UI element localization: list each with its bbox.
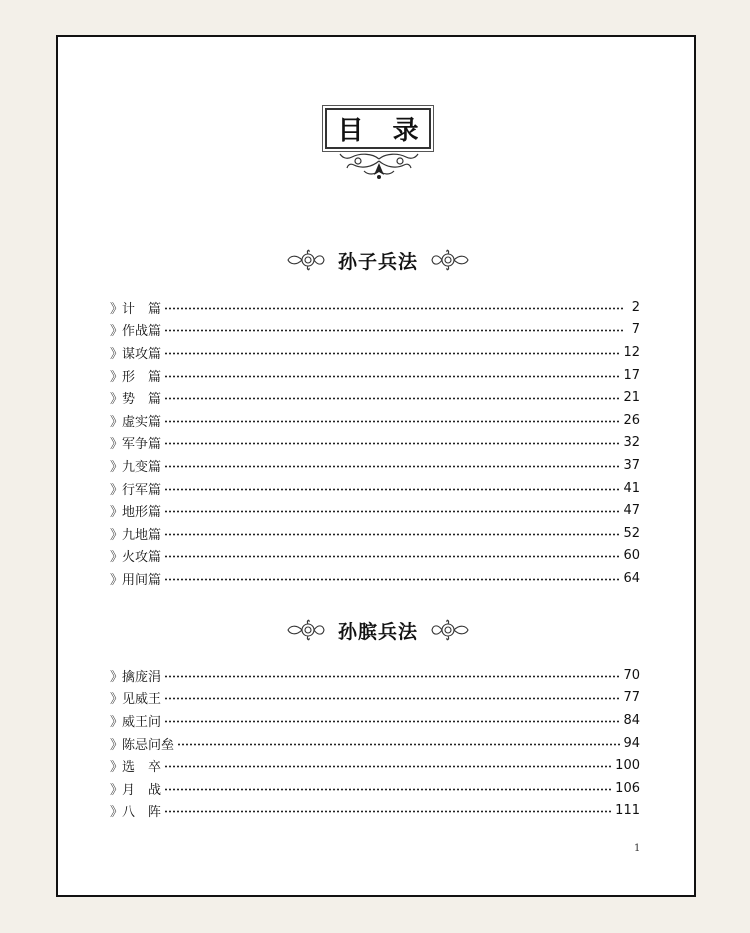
section-heading-sunbin [58, 615, 698, 645]
document-page [56, 35, 696, 897]
toc-title-frame [322, 105, 434, 152]
toc-entry[interactable]: 》 形 篇 17 [110, 367, 640, 385]
floral-medallion-icon [430, 618, 470, 642]
floral-medallion-icon [430, 248, 470, 272]
floral-medallion-icon [286, 248, 326, 272]
toc-entry[interactable]: 》 威王问 84 [110, 712, 640, 730]
toc-entry[interactable]: 》 陈忌问垒 94 [110, 735, 640, 753]
toc-list-sunzi [110, 296, 640, 590]
toc-entry[interactable]: 》 势 篇 21 [110, 390, 640, 408]
toc-entry[interactable]: 》 计 篇 2 [110, 299, 640, 317]
toc-entry[interactable]: 》 九变篇 37 [110, 457, 640, 475]
toc-title: 目 录 [325, 108, 431, 149]
toc-entry[interactable]: 》 用间篇 64 [110, 570, 640, 588]
floral-medallion-icon [286, 618, 326, 642]
toc-entry[interactable]: 》 谋攻篇 12 [110, 344, 640, 362]
toc-entry[interactable]: 》 行军篇 41 [110, 480, 640, 498]
toc-entry[interactable]: 》 擒庞涓 70 [110, 667, 640, 685]
toc-entry[interactable]: 》 军争篇 32 [110, 435, 640, 453]
toc-entry[interactable]: 》 九地篇 52 [110, 525, 640, 543]
toc-entry[interactable]: 》 选 卒 100 [110, 758, 640, 776]
toc-entry[interactable]: 》 见威王 77 [110, 690, 640, 708]
toc-entry[interactable]: 》 作战篇 7 [110, 322, 640, 340]
title-ornament-icon [338, 151, 420, 181]
toc-entry[interactable]: 》 火攻篇 60 [110, 548, 640, 566]
toc-list-sunbin [110, 664, 640, 822]
section-title: 孙子兵法 [337, 250, 418, 273]
toc-entry[interactable]: 》 地形篇 47 [110, 503, 640, 521]
toc-entry[interactable]: 》 八 阵 111 [110, 803, 640, 821]
toc-entry[interactable]: 》 虚实篇 26 [110, 412, 640, 430]
toc-entry[interactable]: 》 月 战 106 [110, 780, 640, 798]
section-title: 孙膑兵法 [337, 620, 418, 643]
page-number: 1 [634, 843, 641, 854]
section-heading-sunzi [58, 245, 698, 275]
